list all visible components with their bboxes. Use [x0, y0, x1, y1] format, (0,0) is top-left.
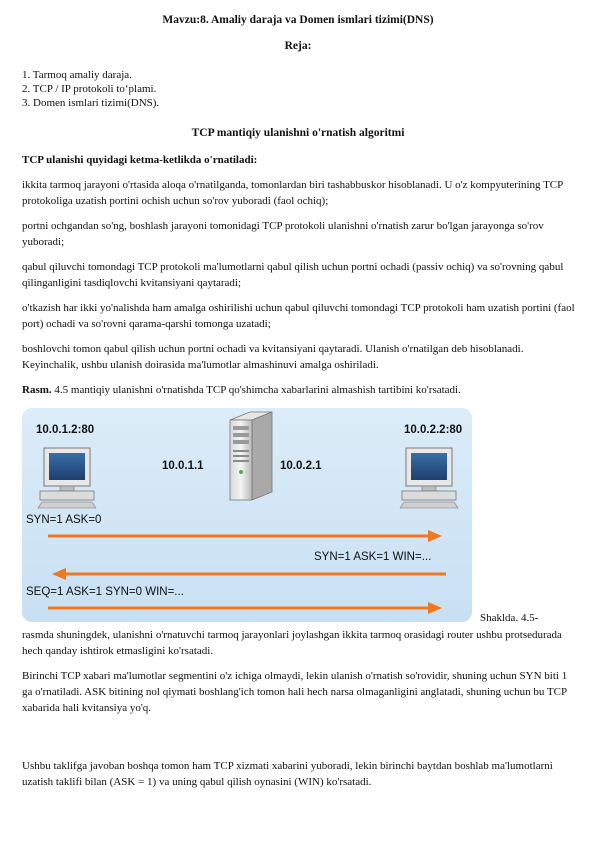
- left-computer-icon: [38, 448, 96, 508]
- paragraph: portni ochgandan so'ng, boshlash jarayoni tomonidagi TCP protokoli ulanishni o'rnatish zarur bo'lgan jarayonga so'rov yuboradi;: [22, 220, 544, 248]
- message-syn-label: SYN=1 ASK=0: [26, 514, 102, 526]
- figure-caption-text: 4.5 mantiqiy ulanishni o'rnatishda TCP qo'shimcha xabarlarini almashish tartibini ko'rsatadi.: [51, 384, 461, 396]
- topic-title: Mavzu:8. Amaliy daraja va Domen ismlari tizimi(DNS): [162, 14, 434, 26]
- paragraph: rasmda shuningdek, ulanishni o'rnatuvchi tarmoq jarayonlari joylashgan ikkita tarmoq orasidagi router ushbu protsedurada hech qanday ishtirok etmasligini ko'rsatadi.: [22, 629, 562, 657]
- left-host-label: 10.0.1.2:80: [36, 424, 95, 436]
- figure-caption: [22, 382, 578, 398]
- plan-item: 2. TCP / IP protokoli to‘plami.: [22, 83, 157, 95]
- paragraph: ikkita tarmoq jarayoni o'rtasida aloqa o'rnatilganda, tomonlardan biri tashabbuskor hisoblanadi. U o'z kompyuterining TCP protokoliga uzatish portini ochish uchun so'rov yuboradi (faol ochiq);: [22, 179, 563, 207]
- right-host-label: 10.0.2.2:80: [404, 424, 463, 436]
- paragraph: boshlovchi tomon qabul qilish uchun portni ochadi va kvitansiyani qaytaradi. Ulanish o'rnatilgan deb hisoblanadi. Keyinchalik, ushbu ulanish doirasida ma'lumotlar almashinuvi amalga oshiriladi.: [22, 343, 524, 371]
- section-title: TCP mantiqiy ulanishni o'rnatish algoritmi: [191, 127, 405, 139]
- plan-item: 3. Domen ismlari tizimi(DNS).: [22, 97, 160, 109]
- figure-caption-label: Rasm.: [22, 384, 52, 396]
- message-ack-label: SEQ=1 ASK=1 SYN=0 WIN=...: [26, 586, 184, 598]
- plan-item: 1. Tarmoq amaliy daraja.: [22, 69, 132, 81]
- arrow-ack: [48, 602, 442, 614]
- arrow-syn: [48, 530, 442, 542]
- plan-title: Reja:: [284, 40, 312, 52]
- section-subtitle: TCP ulanishi quyidagi ketma-ketlikda o'rnatiladi:: [22, 154, 258, 166]
- paragraph: qabul qiluvchi tomondagi TCP protokoli ma'lumotlarni qabul qilish uchun portni ochadi (passiv ochiq) va so'rovning qabul qilinganligini tasdiqlovchi kvitansiyani qaytaradi;: [22, 261, 564, 289]
- paragraph: Birinchi TCP xabari ma'lumotlar segmentini o'z ichiga olmaydi, lekin ulanish o'rnatish so'rovidir, shuning uchun SYN biti 1 ga o'rnatiladi. ASK bitining nol qiymati boshlang'ich tomon hali hech narsa olmaganligini anglatadi, shuning uchun bu TCP xabarida hali kvitansiya yo'q.: [22, 670, 568, 714]
- router-server-icon: [230, 412, 272, 500]
- paragraph: Ushbu taklifga javoban boshqa tomon ham TCP xizmati xabarini yuboradi, lekin birinchi baytdan boshlab ma'lumotlarni uzatish taklifi bilan (ASK = 1) va uning qabul qilish oynasini (WIN) ko'rsatadi.: [22, 760, 553, 788]
- arrow-syn-ack: [52, 568, 446, 580]
- router-right-ip-label: 10.0.2.1: [280, 460, 322, 472]
- right-computer-icon: [400, 448, 458, 508]
- plan-list: [22, 68, 159, 110]
- router-left-ip-label: 10.0.1.1: [162, 460, 204, 472]
- paragraph: o'tkazish har ikki yo'nalishda ham amalga oshirilishi uchun qabul qiluvchi tomondagi TCP protokoli ham uzatish portini (faol port) ochadi va so'rovni qarama-qarshi tomonga uzatadi;: [22, 302, 575, 330]
- shaklda-right-text: Shaklda. 4.5-: [480, 612, 539, 624]
- tcp-handshake-diagram: [22, 408, 472, 622]
- message-syn-ack-label: SYN=1 ASK=1 WIN=...: [314, 551, 432, 563]
